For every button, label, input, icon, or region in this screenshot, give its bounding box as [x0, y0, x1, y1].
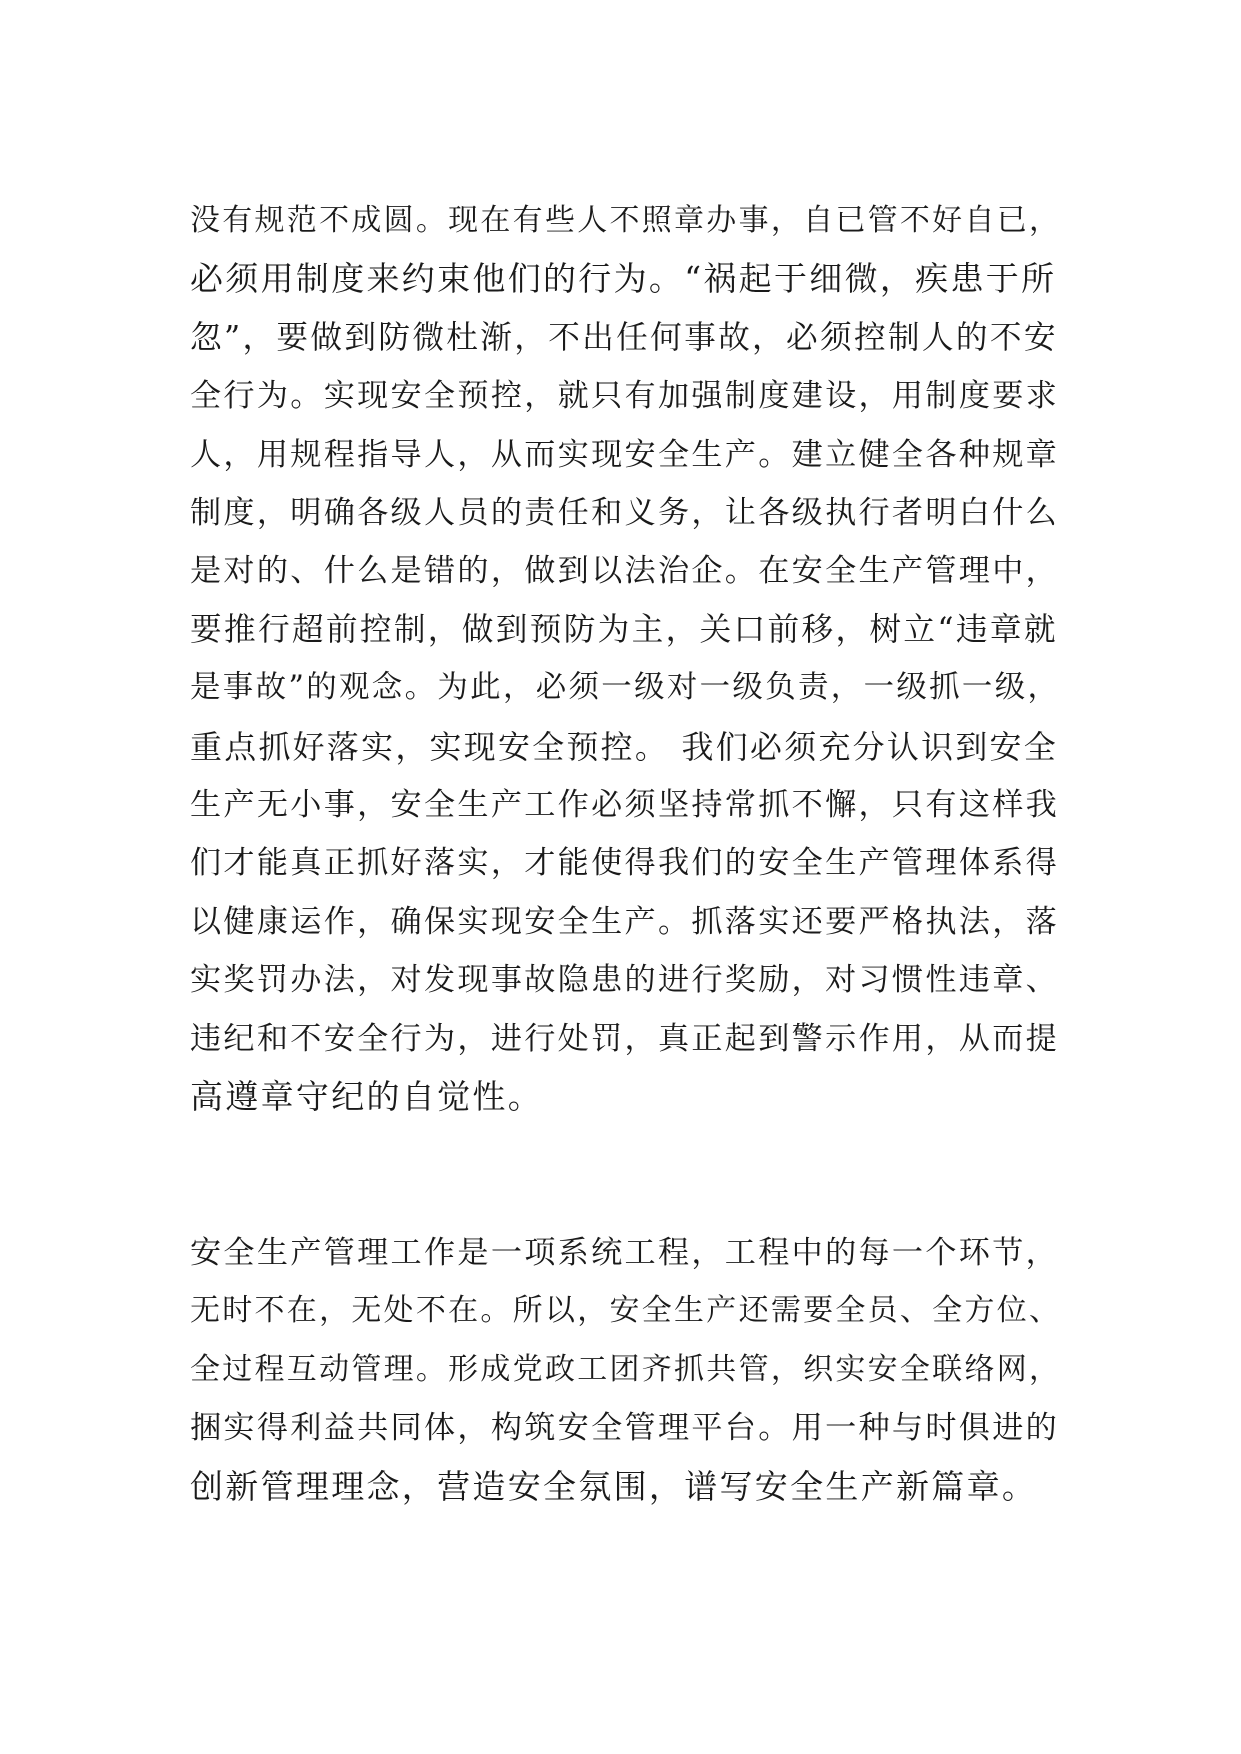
text-line: 安全生产管理工作是一项系统工程，工程中的每一个环节， — [190, 1235, 1060, 1271]
text-line: 全过程互动管理。形成党政工团齐抓共管，织实安全联络网， — [190, 1351, 1062, 1387]
text-line: 们才能真正抓好落实，才能使得我们的安全生产管理体系得 — [190, 845, 1060, 882]
text-line: 没有规范不成圆。现在有些人不照章办事，自已管不好自已， — [190, 203, 1062, 238]
paragraph-system-engineering — [190, 1224, 1062, 1516]
text-line: 重点抓好落实，实现安全预控。 我们必须充分认识到安全 — [190, 727, 1058, 766]
text-line: 必须用制度来约束他们的行为。“祸起于细微，疾患于所 — [190, 259, 1057, 299]
text-line: 无时不在，无处不在。所以，安全生产还需要全员、全方位、 — [190, 1293, 1062, 1329]
text-line: 全行为。实现安全预控，就只有加强制度建设，用制度要求 — [190, 378, 1060, 415]
text-line: 实奖罚办法，对发现事故隐患的进行奖励，对习惯性违章、 — [190, 962, 1060, 999]
text-line: 以健康运作，确保实现安全生产。抓落实还要严格执法，落 — [190, 903, 1060, 940]
text-line: 高遵章守纪的自觉性。 — [190, 1077, 543, 1117]
text-line: 是事故”的观念。为此，必须一级对一级负责，一级抓一级， — [190, 670, 1061, 706]
text-line: 违纪和不安全行为，进行处罚，真正起到警示作用，从而提 — [190, 1020, 1060, 1057]
text-line: 人，用规程指导人，从而实现安全生产。建立健全各种规章 — [190, 436, 1060, 473]
text-line: 是对的、什么是错的，做到以法治企。在安全生产管理中， — [190, 553, 1060, 590]
text-line: 生产无小事，安全生产工作必须坚持常抓不懈，只有这样我 — [190, 787, 1060, 824]
text-line: 捆实得利益共同体，构筑安全管理平台。用一种与时俱进的 — [190, 1410, 1060, 1447]
text-line: 制度，明确各级人员的责任和义务，让各级执行者明白什么 — [190, 495, 1060, 532]
text-line: 要推行超前控制，做到预防为主，关口前移，树立“违章就 — [190, 611, 1058, 648]
text-line: 忽”，要做到防微杜渐，不出任何事故，必须控制人的不安 — [190, 319, 1058, 356]
text-line: 创新管理理念，营造安全氛围，谱写安全生产新篇章。 — [190, 1466, 1038, 1506]
paragraph-safety-rules — [190, 192, 1062, 1127]
